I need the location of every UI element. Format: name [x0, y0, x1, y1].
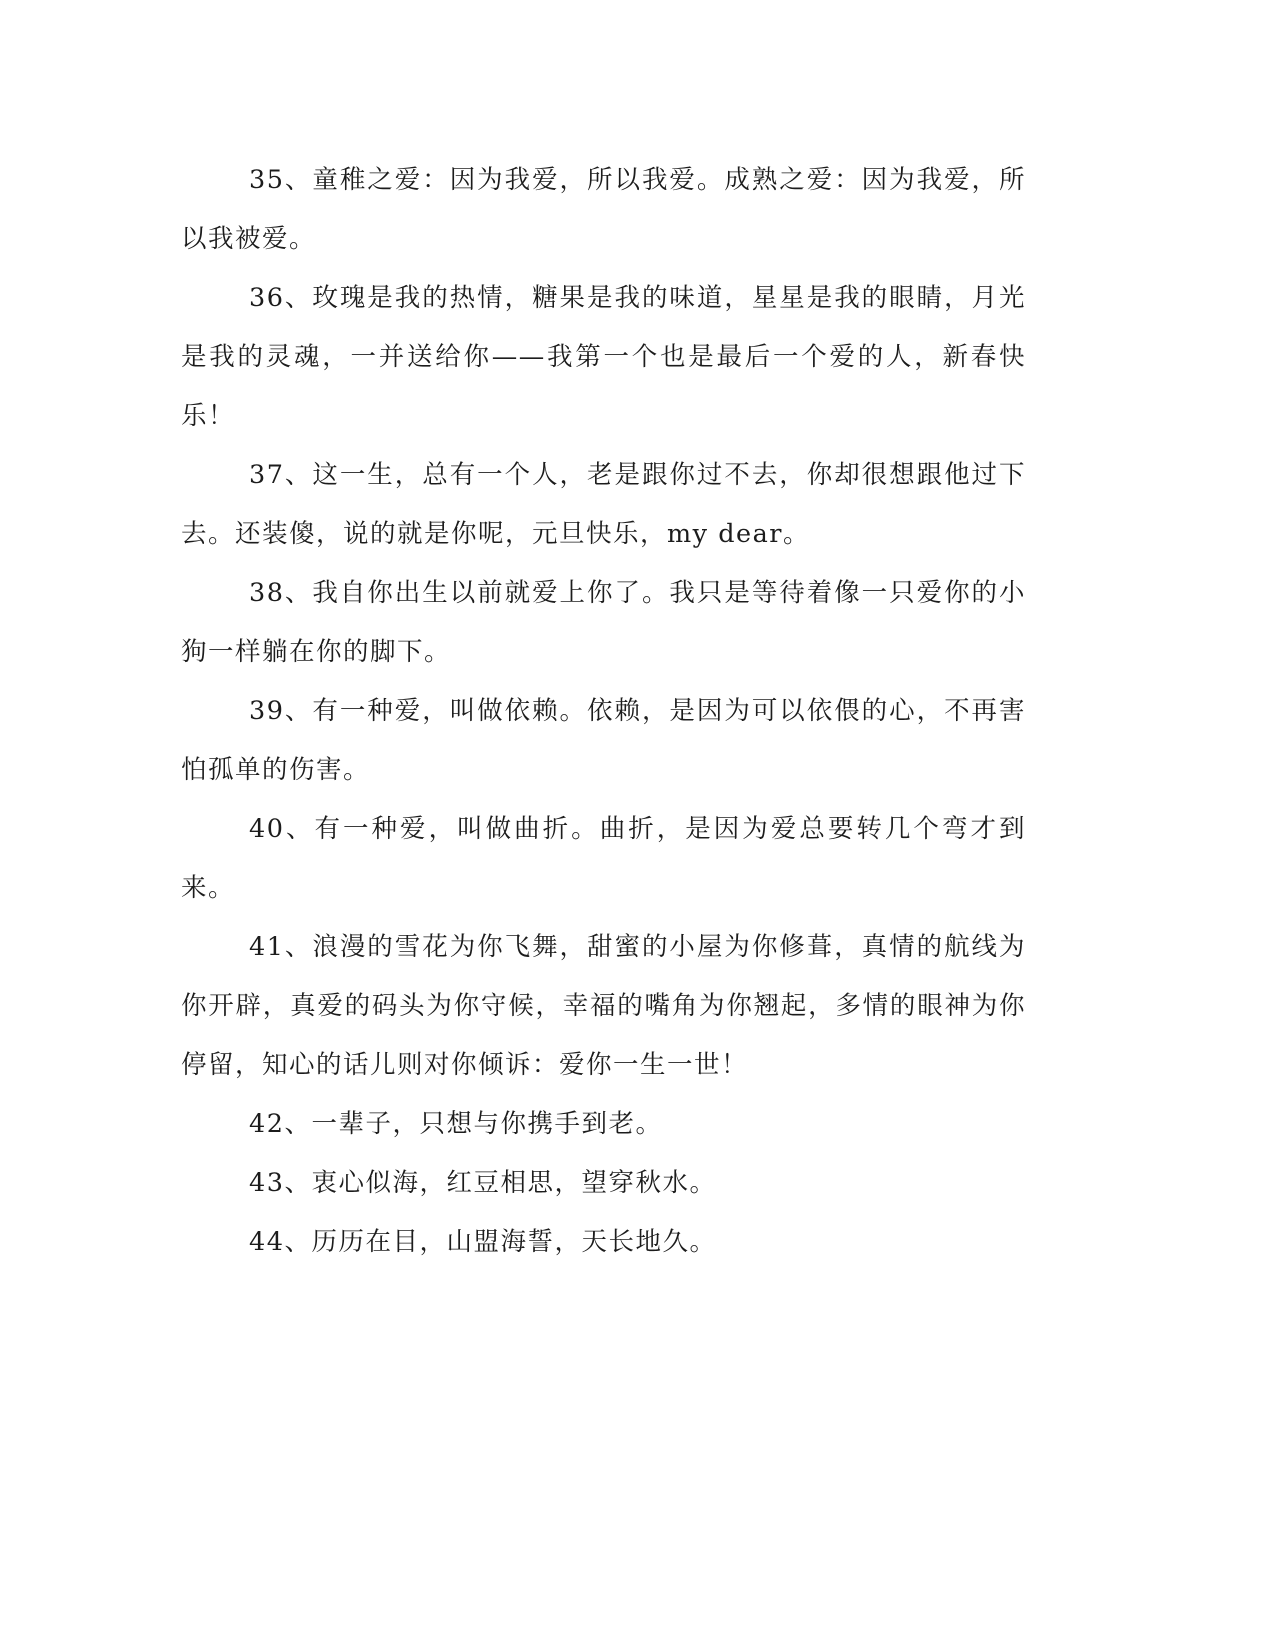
- paragraph-37: 37、这一生，总有一个人，老是跟你过不去，你却很想跟他过下去。还装傻，说的就是你呢，元旦快乐，my dear。: [181, 460, 1026, 549]
- paragraph-41: 41、浪漫的雪花为你飞舞，甜蜜的小屋为你修葺，真情的航线为你开辟，真爱的码头为你守候，幸福的嘴角为你翘起，多情的眼神为你停留，知心的话儿则对你倾诉：爱你一生一世！: [181, 932, 1026, 1080]
- paragraph-35: 35、童稚之爱：因为我爱，所以我爱。成熟之爱：因为我爱，所以我被爱。: [181, 165, 1026, 254]
- paragraph-44: 44、历历在目，山盟海誓，天长地久。: [249, 1227, 717, 1257]
- document-body: [181, 151, 1026, 1272]
- paragraph-36: 36、玫瑰是我的热情，糖果是我的味道，星星是我的眼睛，月光是我的灵魂，一并送给你——我第一个也是最后一个爱的人，新春快乐！: [181, 283, 1026, 431]
- paragraph-42: 42、一辈子，只想与你携手到老。: [249, 1109, 663, 1139]
- paragraph-39: 39、有一种爱，叫做依赖。依赖，是因为可以依偎的心，不再害怕孤单的伤害。: [181, 696, 1026, 785]
- paragraph-38: 38、我自你出生以前就爱上你了。我只是等待着像一只爱你的小狗一样躺在你的脚下。: [181, 578, 1026, 667]
- paragraph-40: 40、有一种爱，叫做曲折。曲折，是因为爱总要转几个弯才到来。: [181, 814, 1026, 903]
- paragraph-43: 43、衷心似海，红豆相思，望穿秋水。: [249, 1168, 717, 1198]
